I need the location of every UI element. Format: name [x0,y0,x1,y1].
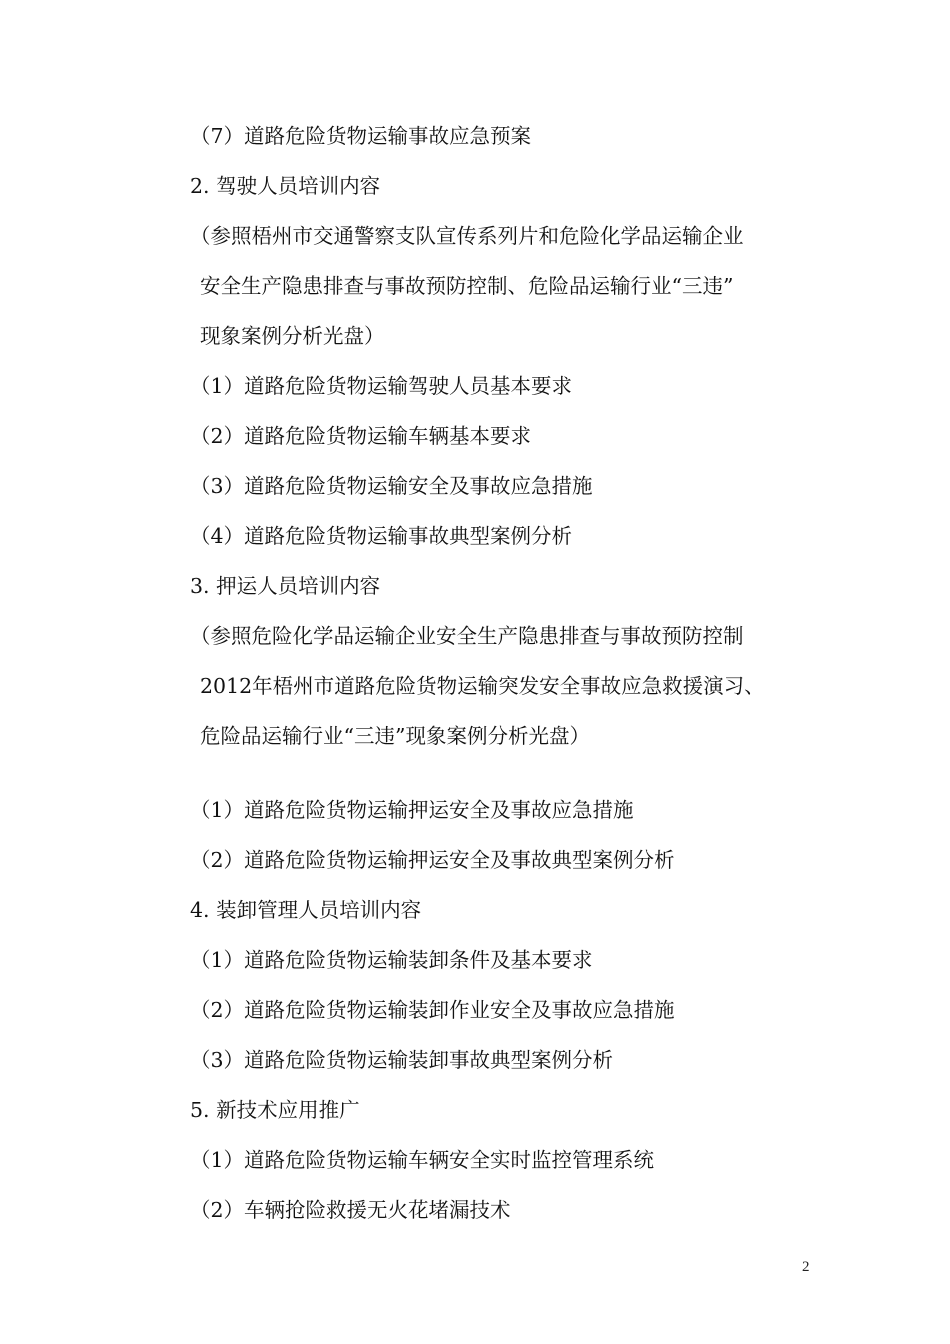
section-2-item-1: （1）道路危险货物运输驾驶人员基本要求 [190,374,573,398]
section-2-heading: 2. 驾驶人员培训内容 [190,174,381,198]
section-3-item-2: （2）道路危险货物运输押运安全及事故典型案例分析 [190,848,675,872]
section-4-item-1: （1）道路危险货物运输装卸条件及基本要求 [190,948,593,972]
section-3-heading: 3. 押运人员培训内容 [190,574,381,598]
section-2-reference-line-3: 现象案例分析光盘） [200,324,385,348]
section-3-reference-line-3: 危险品运输行业“三违”现象案例分析光盘） [200,724,590,748]
section-5-item-1: （1）道路危险货物运输车辆安全实时监控管理系统 [190,1148,655,1172]
section-3-reference-line-1: （参照危险化学品运输企业安全生产隐患排查与事故预防控制 [190,624,744,648]
section-4-item-2: （2）道路危险货物运输装卸作业安全及事故应急措施 [190,998,675,1022]
page-number: 2 [802,1259,810,1275]
section-2-reference-line-2: 安全生产隐患排查与事故预防控制、危险品运输行业“三违” [200,274,734,298]
section-3-item-1: （1）道路危险货物运输押运安全及事故应急措施 [190,798,634,822]
item-7-emergency-plan: （7）道路危险货物运输事故应急预案 [190,124,532,148]
section-3-reference-line-2: 2012年梧州市道路危险货物运输突发安全事故应急救援演习、 [200,674,765,698]
section-2-item-4: （4）道路危险货物运输事故典型案例分析 [190,524,573,548]
section-5-item-2: （2）车辆抢险救援无火花堵漏技术 [190,1198,511,1222]
section-2-item-2: （2）道路危险货物运输车辆基本要求 [190,424,532,448]
section-5-heading: 5. 新技术应用推广 [190,1098,360,1122]
section-4-heading: 4. 装卸管理人员培训内容 [190,898,422,922]
section-2-item-3: （3）道路危险货物运输安全及事故应急措施 [190,474,593,498]
section-4-item-3: （3）道路危险货物运输装卸事故典型案例分析 [190,1048,614,1072]
section-2-reference-line-1: （参照梧州市交通警察支队宣传系列片和危险化学品运输企业 [190,224,744,248]
